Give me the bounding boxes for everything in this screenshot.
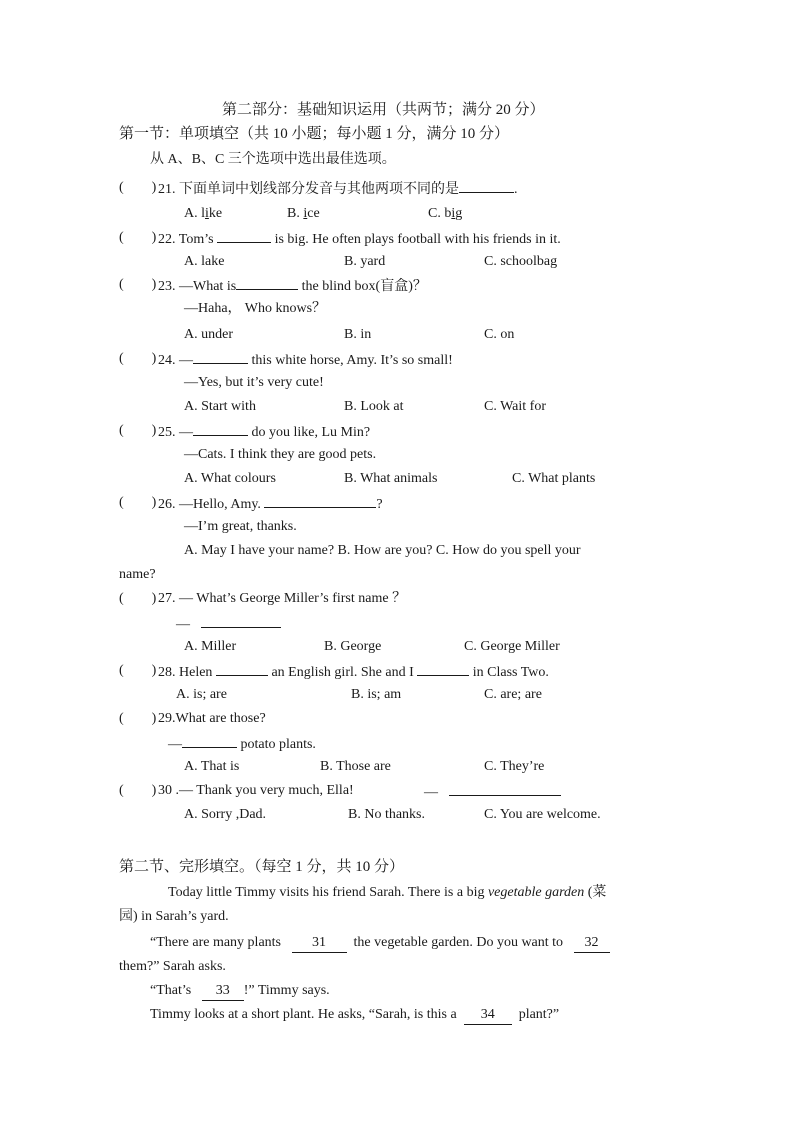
answer-blank	[417, 662, 469, 676]
dialog-reply: —	[176, 614, 281, 634]
option-a[interactable]: A. That is	[184, 759, 240, 774]
answer-blank	[217, 229, 271, 243]
cloze-blank-33[interactable]: 33	[202, 982, 244, 1001]
answer-blank	[459, 179, 514, 193]
question-stem: 22. Tom’s is big. He often plays football with his friends in it.	[158, 229, 561, 249]
passage-line-1: Today little Timmy visits his friend Sarah. There is a big vegetable garden (菜	[168, 885, 607, 900]
option-b[interactable]: B. yard	[344, 254, 386, 269]
option-c[interactable]: C. Wait for	[484, 399, 546, 414]
question-stem: 24. — this white horse, Amy. It’s so small!	[158, 350, 453, 370]
option-a[interactable]: A. Miller	[184, 639, 237, 654]
answer-paren[interactable]: ( )	[119, 277, 157, 292]
answer-blank	[236, 276, 298, 290]
cloze-blank-32[interactable]: 32	[574, 934, 610, 953]
dialog-reply: —I’m great, thanks.	[184, 519, 297, 534]
passage-line-3: “There are many plants 31 the vegetable garden. Do you want to 32	[150, 934, 610, 953]
dialog-reply: —Haha， Who knows？	[184, 301, 327, 316]
option-b[interactable]: B. in	[344, 327, 372, 342]
option-b[interactable]: B. George	[324, 639, 382, 654]
dialog-reply: —Cats. I think they are good pets.	[184, 447, 377, 462]
answer-blank	[193, 422, 248, 436]
option-b[interactable]: B. What animals	[344, 471, 438, 486]
answer-paren[interactable]: ( )	[119, 495, 157, 510]
option-c[interactable]: C. George Miller	[464, 639, 560, 654]
answer-blank	[449, 782, 561, 796]
option-a[interactable]: A. Start with	[184, 399, 256, 414]
question-stem: 23. —What is the blind box(盲盒)？	[158, 276, 427, 296]
option-a[interactable]: A. Sorry ,Dad.	[184, 807, 267, 822]
question-stem: 27. — What’s George Miller’s first name ？	[158, 591, 407, 606]
option-c[interactable]: C. What plants	[512, 471, 596, 486]
option-a[interactable]: A. What colours	[184, 471, 276, 486]
cloze-blank-34[interactable]: 34	[464, 1006, 512, 1025]
answer-paren[interactable]: ( )	[119, 711, 157, 726]
passage-line-6: Timmy looks at a short plant. He asks, “Sarah, is this a 34 plant?”	[150, 1006, 559, 1025]
passage-line-5: “That’s 33 !” Timmy says.	[150, 982, 330, 1001]
answer-blank	[182, 734, 237, 748]
answer-paren[interactable]: ( )	[119, 663, 157, 678]
option-b[interactable]: B. Those are	[320, 759, 391, 774]
option-c[interactable]: C. are; are	[484, 687, 542, 702]
answer-paren[interactable]: ( )	[119, 423, 157, 438]
option-a[interactable]: A. under	[184, 327, 233, 342]
option-b[interactable]: B. ice	[287, 206, 320, 221]
option-c[interactable]: C. You are welcome.	[484, 807, 601, 822]
answer-blank	[216, 662, 268, 676]
answer-paren[interactable]: ( )	[119, 783, 157, 798]
question-stem: 25. — do you like, Lu Min?	[158, 422, 370, 442]
dialog-reply: —Yes, but it’s very cute!	[184, 375, 324, 390]
option-c[interactable]: C. big	[428, 206, 463, 221]
answer-blank	[193, 350, 248, 364]
option-b[interactable]: B. is; am	[351, 687, 402, 702]
option-a[interactable]: A. like	[184, 206, 223, 221]
option-a[interactable]: A. lake	[184, 254, 225, 269]
options-line-wrap[interactable]: name?	[119, 567, 156, 582]
option-c[interactable]: C. schoolbag	[484, 254, 558, 269]
option-b[interactable]: B. Look at	[344, 399, 404, 414]
passage-line-4: them?” Sarah asks.	[119, 959, 226, 974]
option-c[interactable]: C. They’re	[484, 759, 545, 774]
section1-title: 第一节：单项填空（共 10 小题；每小题 1 分，满分 10 分）	[119, 126, 510, 142]
passage-line-2: 园) in Sarah’s yard.	[119, 909, 229, 924]
answer-blank	[201, 614, 281, 628]
question-stem: 30 .— Thank you very much, Ella!	[158, 783, 354, 798]
answer-blank	[264, 494, 376, 508]
dialog-reply: —	[424, 782, 561, 802]
part-title: 第二部分：基础知识运用（共两节；满分 20 分）	[222, 102, 545, 118]
question-stem: 29.What are those?	[158, 711, 266, 726]
options-line[interactable]: A. May I have your name? B. How are you? C. How do you spell your	[184, 543, 581, 558]
answer-paren[interactable]: ( )	[119, 591, 157, 606]
answer-paren[interactable]: ( )	[119, 230, 157, 245]
option-b[interactable]: B. No thanks.	[348, 807, 425, 822]
question-stem: 26. —Hello, Amy. ?	[158, 494, 383, 514]
section1-instruction: 从 A、B、C 三个选项中选出最佳选项。	[150, 152, 396, 167]
cloze-blank-31[interactable]: 31	[292, 934, 347, 953]
answer-paren[interactable]: ( )	[119, 351, 157, 366]
question-stem: 21. 下面单词中划线部分发音与其他两项不同的是 .	[158, 179, 518, 199]
dialog-reply: — potato plants.	[168, 734, 316, 754]
option-c[interactable]: C. on	[484, 327, 515, 342]
answer-paren[interactable]: ( )	[119, 180, 157, 195]
option-a[interactable]: A. is; are	[176, 687, 227, 702]
question-stem: 28. Helen an English girl. She and I in Class Two.	[158, 662, 549, 682]
section2-title: 第二节、完形填空。（每空 1 分，共 10 分）	[119, 859, 405, 875]
